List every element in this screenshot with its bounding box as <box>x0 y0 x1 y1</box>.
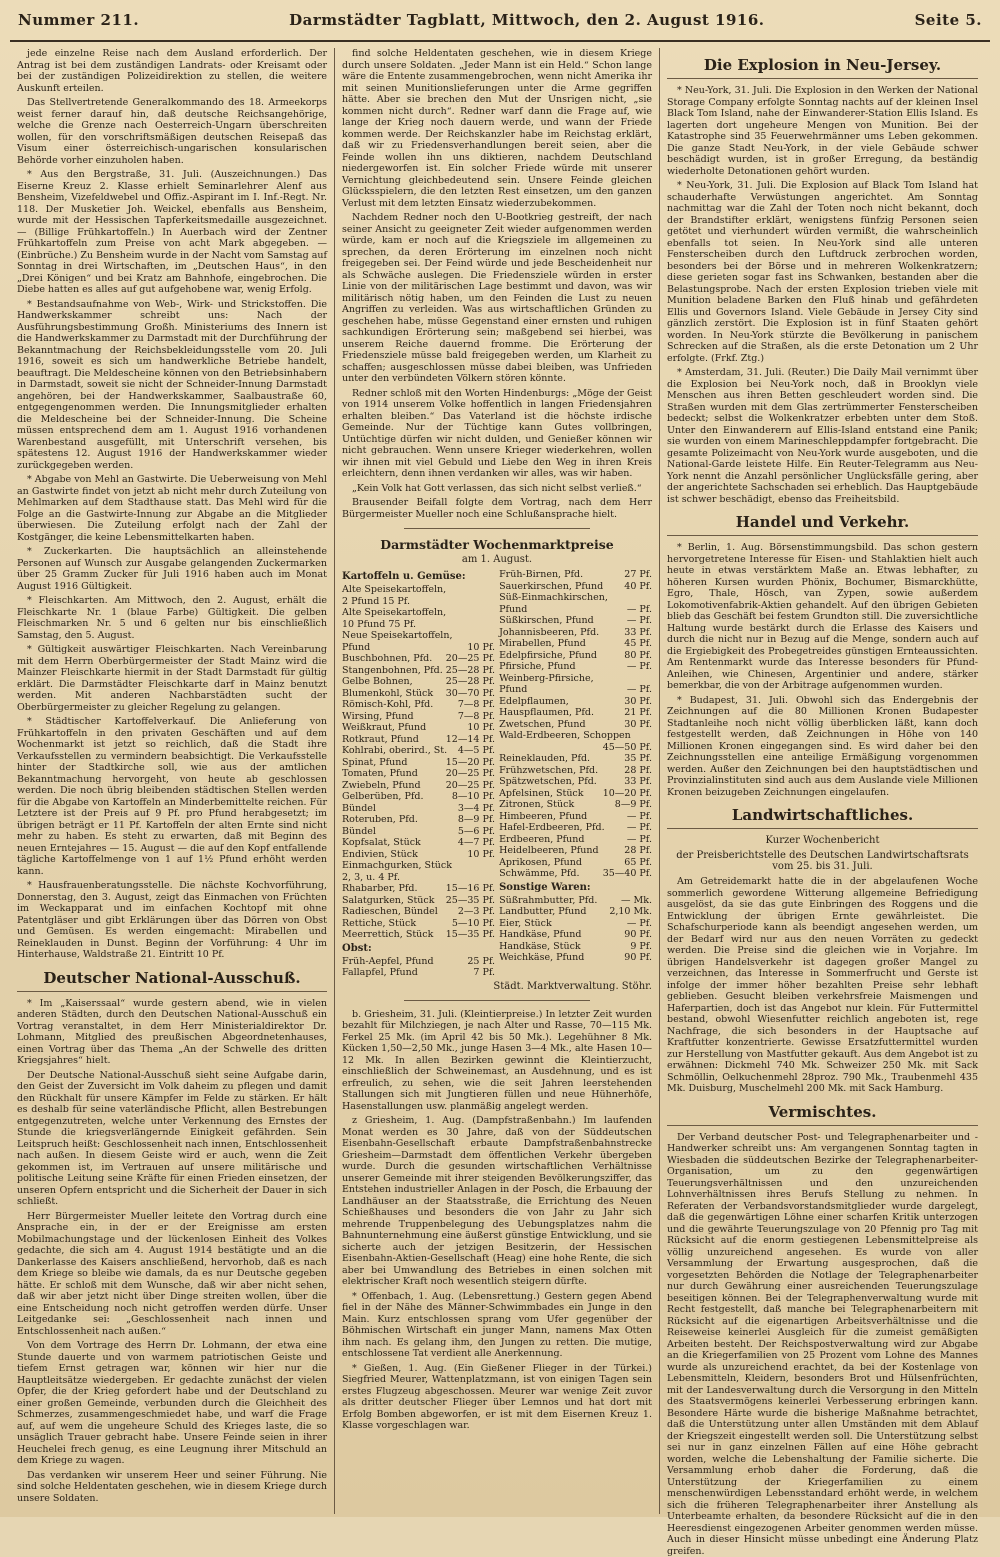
price-item: Spätzwetschen, Pfd. <box>499 776 621 788</box>
price-row <box>499 895 652 907</box>
column-3 <box>660 48 985 1514</box>
price-item: Alte Speisekartoffeln, <box>342 607 492 619</box>
price-row <box>499 753 652 765</box>
price-item: Pfund <box>499 684 624 696</box>
price-value: 9 Pf. <box>630 941 652 953</box>
price-item: Zwiebeln, Pfund <box>342 780 443 792</box>
paragraph: Von dem Vortrage des Herrn Dr. Lohmann, der etwa eine Stunde dauerte und von warmem patriotischen Geiste und tiefem Ernst getragen war, können wir hier nur die Hauptleitsätze wiedergeben. Er gedachte zunächst der vielen Opfer, die der Krieg gefordert habe und der Deutschland zu einer großen Gemeinde, verbunden durch die Gleichheit des Schmerzes, zusammengeschmiedet habe, und warf die Frage auf, auf wem die ungeheure Schuld des Krieges laste, die so unsäglich Trauer gebracht habe. Unsere Feinde seien in ihrer Heuchelei frech genug, es eine Leugnung ihrer Mitschuld an dem Kriege zu wagen. <box>17 1340 327 1467</box>
price-item: Gelberüben, Pfd. <box>342 791 449 803</box>
handel-article <box>667 542 978 798</box>
vermischtes-article <box>667 1132 978 1557</box>
price-row <box>342 607 495 619</box>
price-item: Weichkäse, Pfund <box>499 952 621 964</box>
masthead <box>10 0 990 42</box>
price-value: 12—14 Pf. <box>446 734 495 746</box>
market-heading-vegetables: Kartoffeln u. Gemüse: <box>342 571 495 582</box>
price-item: Erdbeeren, Pfund <box>499 834 624 846</box>
paragraph: * Abgabe von Mehl an Gastwirte. Die Ueberweisung von Mehl an Gastwirte findet von jetzt ab nicht mehr durch Zuteilung von Mehlmarken auf dem Stadthause statt. Das Mehl wird für die Folge an die Gastwirte-Innung zur Abgabe an die Mitglieder überwiesen. Die Zuteilung erfolgt nach der Zahl der Kostgänger, die keine Lebensmittelkarten haben. <box>17 474 327 543</box>
price-row <box>342 791 495 803</box>
price-value: 35 Pf. <box>624 753 652 765</box>
price-item: Apfelsinen, Stück <box>499 788 600 800</box>
price-value: — Pf. <box>627 684 652 696</box>
price-item: Einmachgurken, Stück <box>342 860 492 872</box>
price-item: Eier, Stück <box>499 918 624 930</box>
price-value: 40 Pf. <box>624 581 652 593</box>
price-item: 10 Pfund 75 Pf. <box>342 619 492 631</box>
price-item: Pfund <box>342 642 464 654</box>
price-value: 25—28 Pf. <box>446 665 495 677</box>
paragraph: jede einzelne Reise nach dem Ausland erforderlich. Der Antrag ist bei dem zuständigen Landrats- oder Kreisamt oder bei der zuständigen Polizeidirektion zu stellen, die weitere Auskunft erteilen. <box>17 48 327 94</box>
price-item: Handkäse, Pfund <box>499 929 621 941</box>
price-value: 15—35 Pf. <box>446 929 495 941</box>
price-item: Rotkraut, Pfund <box>342 734 443 746</box>
price-row <box>342 803 495 815</box>
price-value: 8—10 Pf. <box>452 791 495 803</box>
paragraph: Herr Bürgermeister Mueller leitete den Vortrag durch eine Ansprache ein, in der er der Ereignisse am ersten Mobilmachungstage und der lückenlosen Einheit des Volkes gedachte, die sich am 4. August 1914 bestätigte und an die Dankerlasse des Kaisers anschließend, hervorhob, daß es nach dem Kriege so bleibe wie damals, da es nur Deutsche gegeben hätte. Er schloß mit dem Wunsche, daß wir aber nicht sehen, daß wir aber jetzt nicht über Dinge streiten wollen, über die eine Entscheidung noch nicht getroffen werden dürfe. Unser Leitgedanke sei: „Geschlossenheit nach innen und Entschlossenheit nach außen.“ <box>17 1211 327 1338</box>
price-item: Himbeeren, Pfund <box>499 811 624 823</box>
paragraph: Das verdanken wir unserem Heer und seiner Führung. Nie sind solche Heldentaten geschehen, wie in diesem Kriege durch unsere Soldaten. <box>17 1470 327 1505</box>
price-item: Mirabellen, Pfund <box>499 638 621 650</box>
price-row <box>499 673 652 685</box>
section-heading-vermischtes: Vermischtes. <box>667 1103 978 1126</box>
price-value: 30 Pf. <box>624 719 652 731</box>
section-heading-landwirtschaft: Landwirtschaftliches. <box>667 806 978 829</box>
paragraph: * Städtischer Kartoffelverkauf. Die Anlieferung von Frühkartoffeln in den privaten Geschäften und auf dem Wochenmarkt ist jetzt so reichlich, daß die Stadt ihre Verkaufsstellen zu vermindern beabsichtigt. Die Verkaufsstelle hinter der Stadtkirche soll, wie aus der amtlichen Bekanntmachung hervorgeht, von heute ab geschlossen werden. Die noch übrig bleibenden städtischen Stellen werden für die Abgabe von Kartoffeln an Minderbemittelte reichen. Für Letztere ist der Preis auf 9 Pf. pro Pfund herabgesetzt; im übrigen beträgt er 11 Pf. Kartoffeln der alten Ernte sind nicht mehr zu haben. Es steht zu erwarten, daß mit Beginn des neuen Erntejahres — 15. August — die auf den Kopf entfallende tägliche Kartoffelmenge von 1 auf 1½ Pfund erhöht werden kann. <box>17 716 327 877</box>
paragraph: Der Deutsche National-Ausschuß sieht seine Aufgabe darin, den Geist der Zuversicht im Volk daheim zu pflegen und damit den Rückhalt für unsere Kämpfer im Felde zu stärken. Er hält es deshalb für seine vaterländische Pflicht, allen Bestrebungen entgegenzutreten, welche unter Verkennung des Ernstes der Stunde die kriegsverlängernde Einigkeit gefährden. Sein Leitspruch heißt: Geschlossenheit nach innen, Entschlossenheit nach außen. In diesem Geiste wird er auch, wenn die Zeit gekommen ist, im Vertrauen auf unsere militärische und politische Leitung seine Kräfte für einen Frieden einsetzen, der unseren Opfern entspricht und die Sicherheit der Dauer in sich schließt. <box>17 1070 327 1208</box>
price-item: Römisch-Kohl, Pfd. <box>342 699 455 711</box>
market-prices-date: am 1. August. <box>342 554 652 565</box>
price-value: 10 Pf. <box>467 642 495 654</box>
column-1-article <box>17 998 327 1505</box>
price-item: Früh-Aepfel, Pfund <box>342 956 464 968</box>
market-list-fruit-right <box>499 569 652 880</box>
price-row <box>342 872 495 884</box>
landwirtschaft-subtitle-2: der Preisberichtstelle des Deutschen Landwirtschaftsrats vom 25. bis 31. Juli. <box>667 850 978 872</box>
price-item: Stangenbohnen, Pfd. <box>342 665 443 677</box>
price-item: Hafel-Erdbeeren, Pfd. <box>499 822 624 834</box>
price-row <box>342 653 495 665</box>
price-row <box>342 665 495 677</box>
paragraph: * Fleischkarten. Am Mittwoch, den 2. August, erhält die Fleischkarte Nr. 1 (blaue Farbe) Gültigkeit. Die gelben Fleischmarken Nr. 5 und 6 gelten nur bis einschließlich Samstag, den 5. August. <box>17 595 327 641</box>
price-value: 45—50 Pf. <box>603 742 652 754</box>
price-row <box>499 799 652 811</box>
issue-number: Nummer 211. <box>18 11 139 29</box>
paragraph: * Bestandsaufnahme von Web-, Wirk- und Strickstoffen. Die Handwerkskammer schreibt uns: Nach der Ausführungsbestimmung Großh. Ministeriums des Innern ist die Handwerkskammer zu Darmstadt mit der Durchführung der Bekanntmachung der Reichsbekleidungsstelle vom 20. Juli 1916, soweit es sich um handwerkliche Betriebe handelt, beauftragt. Die Meldescheine können von den Betriebsinhabern in Darmstadt, soweit sie nicht der Schneider-Innung Darmstadt angehören, bei der Handwerkskammer, Saalbaustraße 60, entgegengenommen werden. Die Innungsmitglieder erhalten die Meldescheine bei der Schneider-Innung. Die Scheine müssen entsprechend dem am 1. August 1916 vorhandenen Warenbestand ausgefüllt, mit Unterschrift versehen, bis spätestens 12. August 1916 der Handwerkskammer wieder zurückgegeben werden. <box>17 299 327 472</box>
price-value: 90 Pf. <box>624 952 652 964</box>
paragraph: * Gießen, 1. Aug. (Ein Gießener Flieger in der Türkei.) Siegfried Meurer, Wattenplatzmann, ist von einigen Tagen sein erstes Flugzeug abgeschossen. Meurer war wenige Zeit zuvor als dritter deutscher Flieger über Lemnos und hat dort mit Erfolg Bomben abgeworfen, er ist mit dem Eisernen Kreuz 1. Klasse vorgeschlagen war. <box>342 1363 652 1432</box>
market-price-table <box>342 569 652 979</box>
price-row <box>342 768 495 780</box>
price-item: Zitronen, Stück <box>499 799 612 811</box>
section-heading-national-ausschuss: Deutscher National-Ausschuß. <box>17 969 327 992</box>
price-item: Bündel <box>342 803 455 815</box>
price-row <box>499 696 652 708</box>
paragraph: Brausender Beifall folgte dem Vortrag, nach dem Herr Bürgermeister Mueller noch eine Schlußansprache hielt. <box>342 497 652 520</box>
price-value: 90 Pf. <box>624 929 652 941</box>
price-value: 27 Pf. <box>624 569 652 581</box>
paragraph: Das Stellvertretende Generalkommando des 18. Armeekorps weist ferner darauf hin, daß deutsche Reichsangehörige, welche die Grenze nach Oesterreich-Ungarn überschreiten wollen, für den vorschriftsmäßigen deutschen Reisepaß das Visum einer österreichisch-ungarischen konsularischen Behörde vorher einzuholen haben. <box>17 97 327 166</box>
price-row <box>342 895 495 907</box>
price-value: 8—9 Pf. <box>458 814 495 826</box>
price-row <box>342 734 495 746</box>
price-value: 20—25 Pf. <box>446 653 495 665</box>
price-item <box>499 742 600 754</box>
market-column-left <box>342 569 495 979</box>
price-item: Blumenkohl, Stück <box>342 688 443 700</box>
price-value: 45 Pf. <box>624 638 652 650</box>
price-item: Hauspflaumen, Pfd. <box>499 707 621 719</box>
paragraph: * Hausfrauenberatungsstelle. Die nächste Kochvorführung, Donnerstag, den 3. August, zeigt das Einmachen von Früchten im Weckapparat und im einfachen Kochtopf mit ohne Patentgläser und gibt Erklärungen über das Dörren von Obst und Gemüsen. Es werden eingemacht: Mirabellen und Reineklauden in Dunst. Beginn der Vorführung: 4 Uhr im Hinterhause, Waldstraße 21. Eintritt 10 Pf. <box>17 880 327 961</box>
price-item: Kopfsalat, Stück <box>342 837 455 849</box>
price-value: 28 Pf. <box>624 765 652 777</box>
price-value: 4—5 Pf. <box>458 745 495 757</box>
price-row <box>499 765 652 777</box>
paragraph: * Aus den Bergstraße, 31. Juli. (Auszeichnungen.) Das Eiserne Kreuz 2. Klasse erhielt Seminarlehrer Alenf aus Bensheim, Vizefeldwebel und Offiz.-Aspirant im I. Inf.-Regt. Nr. 118. Der Musketier Joh. Weickel, ebenfalls aus Bensheim, wurde mit der Hessischen Tapferkeitsmedaille ausgezeichnet. — (Billige Frühkartoffeln.) In Auerbach wird der Zentner Frühkartoffeln zum Preise von acht Mark abgegeben. — (Einbrüche.) Zu Bensheim wurde in der Nacht vom Samstag auf Sonntag in drei Wirtschaften, im „Deutschen Haus“, in den „Drei Königen“ und bei Kratz am Bahnhofe, eingebrochen. Die Diebe hatten es alles auf gut aufgehobene war, wenig Erfolg. <box>17 169 327 296</box>
price-item: Neue Speisekartoffeln, <box>342 630 492 642</box>
price-item: Tomaten, Pfund <box>342 768 443 780</box>
price-value: 5—10 Pf. <box>452 918 495 930</box>
price-value: 3—4 Pf. <box>458 803 495 815</box>
price-row <box>499 742 652 754</box>
price-row <box>499 811 652 823</box>
price-item: Zwetschen, Pfund <box>499 719 621 731</box>
price-item: Weinberg-Pfirsiche, <box>499 673 649 685</box>
price-item: Buschbohnen, Pfd. <box>342 653 443 665</box>
price-row <box>499 650 652 662</box>
paragraph: * Im „Kaiserssaal“ wurde gestern abend, wie in vielen anderen Städten, durch den Deutschen National-Ausschuß ein Vortrag veranstaltet, in dem Herr Ministerialdirektor Dr. Lohmann, Mitglied des preußischen Abgeordnetenhauses, einen Vortrag über das Thema „An der Schwelle des dritten Kriegsjahres“ hielt. <box>17 998 327 1067</box>
price-row <box>499 845 652 857</box>
price-value: 20—25 Pf. <box>446 768 495 780</box>
price-row <box>342 883 495 895</box>
price-value: 8—9 Pf. <box>615 799 652 811</box>
price-value: — Pf. <box>627 615 652 627</box>
paragraph: find solche Heldentaten geschehen, wie in diesem Kriege durch unsere Soldaten. „Jeder Mann ist ein Held.“ Schon lange wäre die Entente zusammengebrochen, wenn nicht Amerika ihr mit seinen Munitionslieferungen unter die Arme gegriffen hätte. Aber sie brechen den Mut der Unsrigen nicht, „sie kommen nicht durch“. Redner warf dann die Frage auf, wie lange der Krieg noch dauern werde, und wann der Friede kommen werde. Der Reichskanzler habe im Reichstag erklärt, daß wir zu Friedensverhandlungen bereit seien, aber die Feinde wollen ihn uns diktieren, nachdem Deutschland niedergeworfen ist. Ein solcher Friede würde mit unserer Vernichtung gleichbedeutend sein. Unsere Feinde gleichen Glücksspielern, die den letzten Rest einsetzen, um den ganzen Verlust mit dem letzten Einsatz wiederzubekommen. <box>342 48 652 209</box>
price-row <box>342 642 495 654</box>
market-list-other <box>499 895 652 964</box>
price-item: Radieschen, Bündel <box>342 906 455 918</box>
price-item: Edelpflaumen, <box>499 696 621 708</box>
paragraph: b. Griesheim, 31. Juli. (Kleintierpreise.) In letzter Zeit wurden bezahlt für Milchziegen, je nach Alter und Rasse, 70—115 Mk. Ferkel 25 Mk. (im April 42 bis 50 Mk.). Legehühner 8 Mk. Kücken 1,50—2,50 Mk., junge Hasen 3—4 Mk., alte Hasen 10—12 Mk. In allen Bezirken gewinnt die Kleintierzucht, einschließlich der Schweinemast, an Ausdehnung, und es ist erfreulich, zu sehen, wie die seit Jahren leerstehenden Stallungen sich mit Jungtieren füllen und neue Hühnerhöfe, Hasenstallungen usw. planmäßig angelegt werden. <box>342 1009 652 1113</box>
price-value: 80 Pf. <box>624 650 652 662</box>
column-1 <box>10 48 335 1514</box>
price-row <box>499 615 652 627</box>
column-1-paragraphs <box>17 48 327 961</box>
price-item: Johannisbeeren, Pfd. <box>499 627 621 639</box>
price-item: Süßkirschen, Pfund <box>499 615 624 627</box>
paragraph: * Zuckerkarten. Die hauptsächlich an alleinstehende Personen auf Wunsch zur Ausgabe gelangenden Zuckermarken über 25 Gramm Zucker für Juli 1916 haben auch im Monat August 1916 Gültigkeit. <box>17 546 327 592</box>
price-row <box>499 952 652 964</box>
price-value: 35—40 Pf. <box>603 868 652 880</box>
price-item: Endivien, Stück <box>342 849 464 861</box>
price-item: Spinat, Pfund <box>342 757 443 769</box>
price-row <box>499 906 652 918</box>
divider <box>404 1000 590 1001</box>
price-item: Alte Speisekartoffeln, <box>342 584 492 596</box>
price-row <box>342 711 495 723</box>
price-item: Heidelbeeren, Pfund <box>499 845 621 857</box>
price-item: Meerrettich, Stück <box>342 929 443 941</box>
paragraph: * Berlin, 1. Aug. Börsenstimmungsbild. Das schon gestern hervorgetretene Interesse für Eisen- und Stahlaktien hielt auch heute in etwas verstärktem Maße an. Etwas lebhafter, zu höheren Kursen wurden Phönix, Bochumer, Bismarckhütte, Egro, Thale, Hösch, van Zypen, sowie außerdem Lokomotivenfabrik-Aktien gehandelt. Auf den übrigen Gebieten blieb das Geschäft bei festem Grundton still. Die zuversichtliche Haltung wurde bestärkt durch die Erlasse des Kaisers und durch die nicht nur in Bezug auf die Menge, sondern auch auf die Ergiebigkeit des Probegetreides günstigen Ernteaussichten. Am Rentenmarkt wurde das Interesse besonders für Pfund-Anleihen, wie Chinesen, Argentinier und andere, stärker bemerkbar, die von der Arbitrage aufgenommen wurden. <box>667 542 978 692</box>
price-row <box>499 822 652 834</box>
price-value: — Pf. <box>627 822 652 834</box>
price-row <box>342 630 495 642</box>
price-item: Handkäse, Stück <box>499 941 627 953</box>
price-row <box>499 638 652 650</box>
price-item: Landbutter, Pfund <box>499 906 606 918</box>
price-item: Salatgurken, Stück <box>342 895 443 907</box>
paragraph: Nachdem Redner noch den U-Bootkrieg gestreift, der nach seiner Ansicht zu geeigneter Zeit wieder aufgenommen werden würde, kam er noch auf die Kriegsziele im allgemeinen zu sprechen, da deren Erörterung im einzelnen noch nicht freigegeben sei. Der Feind würde und jede Bescheidenheit nur als Schwäche auslegen. Die Friedensziele würden in erster Linie von der militärischen Lage bestimmt und davon, was wir militärisch nötig haben, um den Feinden die Lust zu neuen Angriffen zu verleiden. Was aus wirtschaftlichen Gründen zu geschehen habe, müsse Gegenstand einer ernsten und ruhigen sachkundigen Erörterung sein; maßgebend sei hierbei, was unserem Reiche dauernd fromme. Die Erörterung der Friedensziele müsse bald freigegeben werden, um Klarheit zu schaffen; ausgeschlossen müsse dabei bleiben, was Unfrieden unter den verbündeten Völkern stören könnte. <box>342 212 652 385</box>
price-value: 4—7 Pf. <box>458 837 495 849</box>
price-row <box>342 967 495 979</box>
price-row <box>499 707 652 719</box>
price-value: 7 Pf. <box>473 967 495 979</box>
price-row <box>342 757 495 769</box>
paragraph: z Griesheim, 1. Aug. (Dampfstraßenbahn.) Im laufenden Monat werden es 30 Jahre, daß von der Süddeutschen Eisenbahn-Gesellschaft erbaute Dampfstraßenbahnstrecke Griesheim—Darmstadt dem öffentlichen Verkehr übergeben wurde. Durch die gesunden wirtschaftlichen Verhältnisse unserer Gemeinde mit ihrer steigenden Bevölkerungsziffer, das Entstehen industrieller Anlagen in der Posch, die Erbauung der Landhäuser an der Staatsstraße, die Errichtung des Neuen Schießhauses und besonders die von Jahr zu Jahr sich mehrende Truppenbelegung des Uebungsplatzes nahm die Bahnunternehmung eine äußerst günstige Entwicklung, und sie sicherte auch der jetzigen Besitzerin, der Hessischen Eisenbahn-Aktien-Gesellschaft (Heag) eine hohe Rente, die sich aber bei Umwandlung des Betriebes in einen solchen mit elektrischer Kraft noch wesentlich steigern dürfte. <box>342 1115 652 1288</box>
price-value: 33 Pf. <box>624 776 652 788</box>
market-prices-title: Darmstädter Wochenmarktpreise <box>342 537 652 552</box>
price-value: 33 Pf. <box>624 627 652 639</box>
price-item: 2, 3, u. 4 Pf. <box>342 872 492 884</box>
price-row <box>342 688 495 700</box>
market-signature: Städt. Marktverwaltung. Stöhr. <box>342 981 652 992</box>
price-row <box>342 837 495 849</box>
page-number: Seite 5. <box>915 11 982 29</box>
market-heading-fruit: Obst: <box>342 943 495 954</box>
price-value: 28 Pf. <box>624 845 652 857</box>
price-value: 20—25 Pf. <box>446 780 495 792</box>
price-value: 21 Pf. <box>624 707 652 719</box>
price-row <box>499 868 652 880</box>
price-row <box>342 745 495 757</box>
price-item: Reineklauden, Pfd. <box>499 753 621 765</box>
price-item: Schwämme, Pfd. <box>499 868 600 880</box>
paragraph: * Gültigkeit auswärtiger Fleischkarten. Nach Vereinbarung mit dem Herrn Oberbürgermeister der Stadt Mainz wird die Mainzer Fleischkarte hiermit in der Stadt Darmstadt für gültig erklärt. Die Darmstädter Fleischkarte darf in Mainz benutzt werden. Mit anderen Nachbarstädten sucht der Oberbürgermeister zu gleicher Regelung zu gelangen. <box>17 644 327 713</box>
price-row <box>342 918 495 930</box>
price-item: Sauerkirschen, Pfund <box>499 581 621 593</box>
price-item: Edelpfirsiche, Pfund <box>499 650 621 662</box>
price-row <box>342 584 495 596</box>
price-item: Pfund <box>499 604 624 616</box>
price-row <box>342 676 495 688</box>
price-item: Roteruben, Pfd. <box>342 814 455 826</box>
price-value: 25—28 Pf. <box>446 676 495 688</box>
price-row <box>342 849 495 861</box>
column-2-paragraphs <box>342 48 652 520</box>
paragraph: Redner schloß mit den Worten Hindenburgs: „Möge der Geist von 1914 unserem Volke hoffentlich in langen Friedensjahren erhalten bleiben.“ Das Vaterland ist die höchste irdische Gemeinde. Nur der Tüchtige kann Gutes vollbringen, Untüchtige dürfen wir nicht dulden, und Genießer können wir nicht gebrauchen. Wenn unsere Krieger wiederkehren, wollen wir ihnen mit viel Gebuld und Liebe den Weg in ihren Kreis erleichtern, denn ihnen verdanken wir alles, was wir haben. <box>342 388 652 480</box>
price-item: Süß-Einmachkirschen, <box>499 592 649 604</box>
price-item: Frühzwetschen, Pfd. <box>499 765 621 777</box>
price-item: Bündel <box>342 826 455 838</box>
paragraph: „Kein Volk hat Gott verlassen, das sich nicht selbst verließ.“ <box>342 483 652 495</box>
price-row <box>499 918 652 930</box>
price-item: Aprikosen, Pfund <box>499 857 621 869</box>
price-row <box>342 814 495 826</box>
price-value: 2—3 Pf. <box>458 906 495 918</box>
price-row <box>499 627 652 639</box>
price-row <box>499 730 652 742</box>
price-row <box>499 592 652 604</box>
price-value: 25 Pf. <box>467 956 495 968</box>
price-value: — Pf. <box>627 834 652 846</box>
column-2 <box>335 48 660 1514</box>
explosion-article <box>667 85 978 505</box>
market-list-fruit <box>342 956 495 979</box>
price-item: Kohlrabi, oberird., St. <box>342 745 455 757</box>
price-row <box>499 929 652 941</box>
section-heading-explosion: Die Explosion in Neu-Jersey. <box>667 56 978 79</box>
price-row <box>342 906 495 918</box>
market-column-right <box>499 569 652 979</box>
price-row <box>499 788 652 800</box>
price-row <box>342 780 495 792</box>
price-value: 15—16 Pf. <box>446 883 495 895</box>
price-row <box>499 661 652 673</box>
price-item: Süßrahmbutter, Pfd. <box>499 895 618 907</box>
paragraph: * Neu-York, 31. Juli. Die Explosion auf Black Tom Island hat schauderhafte Verwüstungen angerichtet. Am Sonntag nachmittag war die Zahl der Toten noch nicht bekannt, doch der Brandstifter erklärt, wenigstens fünfzig Personen seien getötet und vierhundert würden vermißt, die wahrscheinlich ebenfalls tot seien. In Neu-York sind alle unteren Fensterscheiben durch den Luftdruck zerbrochen worden, besonders bei der Börse und in mehreren Wolkenkratzern; diese gerieten sogar fast ins Schwanken, bestanden aber die Belastungsprobe. Nach der ersten Explosion trieben viele mit Munition beladene Barken den Fluß hinab und gefährdeten Ellis und Governors Island. Viele Gebäude in Jersey City sind gänzlich zerstört. Die Explosion ist in fünf Staaten gehört worden. In Neu-York stürzte die Bevölkerung in panischem Schrecken auf die Straßen, als die erste Detonation um 2 Uhr erfolgte. (Frkf. Ztg.) <box>667 180 978 364</box>
price-row <box>499 569 652 581</box>
market-list-vegetables <box>342 584 495 941</box>
price-row <box>342 722 495 734</box>
price-value: — Pf. <box>627 661 652 673</box>
price-item: Wald-Erdbeeren, Schoppen <box>499 730 649 742</box>
price-value: 30—70 Pf. <box>446 688 495 700</box>
price-item: 2 Pfund 15 Pf. <box>342 596 492 608</box>
price-row <box>342 596 495 608</box>
price-value: 7—8 Pf. <box>458 699 495 711</box>
column-2-local-news <box>342 1009 652 1432</box>
price-value: 2,10 Mk. <box>609 906 652 918</box>
landwirtschaft-article <box>667 876 978 1095</box>
divider <box>404 528 590 529</box>
price-row <box>499 684 652 696</box>
price-item: Früh-Birnen, Pfd. <box>499 569 621 581</box>
price-value: 10—20 Pf. <box>603 788 652 800</box>
price-row <box>342 956 495 968</box>
price-row <box>499 941 652 953</box>
price-row <box>342 619 495 631</box>
price-row <box>499 834 652 846</box>
price-row <box>499 604 652 616</box>
price-row <box>499 857 652 869</box>
price-row <box>499 776 652 788</box>
price-item: Weißkraut, Pfund <box>342 722 464 734</box>
price-item: Fallapfel, Pfund <box>342 967 470 979</box>
price-item: Gelbe Bohnen, <box>342 676 443 688</box>
price-row <box>342 826 495 838</box>
price-value: — Pf. <box>627 604 652 616</box>
price-value: — Pf. <box>627 811 652 823</box>
price-item: Wirsing, Pfund <box>342 711 455 723</box>
paragraph: * Neu-York, 31. Juli. Die Explosion in den Werken der National Storage Company erfolgte Sonntag nachts auf der kleinen Insel Black Tom Island, nahe der Einwanderer-Station Ellis Island. Es lagerten dort ungeheure Mengen von Munition. Bei der Katastrophe sind 35 Feuerwehrmänner ums Leben gekommen. Die ganze Stadt Neu-York, in der viele Gebäude schwer beschädigt wurden, ist in großer Erregung, da beständig wiederholte Detonationen gehört wurden. <box>667 85 978 177</box>
price-row <box>342 929 495 941</box>
price-item: Rettiche, Stück <box>342 918 449 930</box>
paragraph: * Budapest, 31. Juli. Obwohl sich das Endergebnis der Zeichnungen auf die 80 Millionen Kronen Budapester Stadtanleihe noch nicht völlig überblicken läßt, kann doch festgestellt werden, daß Zeichnungen in Höhe von 140 Millionen Kronen eingegangen sind. Es wird daher bei den Zeichnungsstellen eine anteilige Ermäßigung vorgenommen werden. Außer den Zeichnungen bei den hauptstädtischen und Provinzialinstituten sind auch aus dem Auslande viele Millionen Kronen beizugeben Zeichnungen eingelaufen. <box>667 695 978 799</box>
price-value: 30 Pf. <box>624 696 652 708</box>
price-value: — Mk. <box>621 895 652 907</box>
paragraph: * Amsterdam, 31. Juli. (Reuter.) Die Daily Mail vernimmt über die Explosion bei Neu-York noch, daß in Brooklyn viele Menschen aus ihren Betten geschleudert worden sind. Die Straßen wurden mit dem Glas zertrümmerter Fensterscheiben bedeckt; selbst die Wolkenkratzer erbebten unter dem Stoß. Unter den Einwanderern auf Ellis-Island entstand eine Panik; sie wurden von einem Marineschleppdampfer fortgebracht. Die gesamte Polizeimacht von Neu-York wurde ausgeboten, und die National-Garde leistete Hilfe. Ein Reuter-Telegramm aus Neu-York nennt die Anzahl persönlicher Unglücksfälle gering, aber der angerichtete Sachschaden sei erheblich. Das Hauptgebäude ist schwer beschädigt, ebenso das Freiheitsbild. <box>667 367 978 505</box>
price-value: — Pf. <box>627 918 652 930</box>
paragraph: * Offenbach, 1. Aug. (Lebensrettung.) Gestern gegen Abend fiel in der Nähe des Männer-Schwimmbades ein Junge in den Main. Kurz entschlossen sprang vom Ufer gegenüber der Böhmischen Wirtschaft ein junger Mann, namens Max Otten ihm nach. Es gelang ihm, den Jungen zu retten. Die mutige, entschlossene Tat verdient alle Anerkennung. <box>342 1291 652 1360</box>
price-value: 10 Pf. <box>467 722 495 734</box>
paragraph: Am Getreidemarkt hatte die in der abgelaufenen Woche sommerlich gewordene Witterung allgemeine Befriedigung ausgelöst, da sie das gute Einbringen des Roggens und die Entwicklung der übrigen Ernte gewährleistet. Die Schafschurperiode kann als beendigt angesehen werden, um der Bedarf wird nur aus den neuen Vorräten zu gedeckt werden. Die Preise sind die gleichen wie in Vorjahre. Im übrigen Handelsverkehr ist dagegen großer Mangel zu verzeichnen, das Interesse in Sommerfrucht und Gerste ist infolge der immer höher bezahlten Preise sehr lebhaft geblieben. Gesucht bleiben verkehrsfreie Maismengen und Haferpartien, doch ist das Angebot nur klein. Für Futtermittel bestand, obwohl Wiesenfutter reichlich angeboten ist, rege Nachfrage, die sich besonders in der Hauptsache auf Kraftfutter konzentrierte. Gewisse Ersatzfuttermittel wurden zur Herstellung von Mastfutter gekauft. Aus dem Angebot ist zu erwähnen: Dickmehl 740 Mk. Schweizer 250 Mk. mit Sack Schmöllin, Oelkuchenmehl 28proz. 790 Mk., Traubenmehl 435 Mk. Duisburg, Muschelmehl 200 Mk. mit Sack Hamburg. <box>667 876 978 1095</box>
price-value: 65 Pf. <box>624 857 652 869</box>
price-row <box>342 860 495 872</box>
price-item: Rhabarber, Pfd. <box>342 883 443 895</box>
price-row <box>342 699 495 711</box>
price-value: 5—6 Pf. <box>458 826 495 838</box>
price-row <box>499 719 652 731</box>
price-value: 7—8 Pf. <box>458 711 495 723</box>
paragraph: Der Verband deutscher Post- und Telegraphenarbeiter und -Handwerker schreibt uns: Am vergangenen Sonntag tagten in Wiesbaden die süddeutschen Bezirke der Telegraphenarbeiter-Organisation, um zu den gegenwärtigen Teuerungsverhältnissen und den unzureichenden Lohnverhältnissen ihres Berufs Stellung zu nehmen. In Referaten der Verbandsvorstandsmitglieder wurde dargelegt, daß die gegenwärtigen Löhne einer scharfen Kritik unterzogen und die gewährte Teuerungszulage von 20 Pfennig pro Tag mit Rücksicht auf die enorm gestiegenen Lebensmittelpreise als völlig unzureichend angesehen. Es wurde von aller Versammlung der Erwartung ausgesprochen, daß die vorgesetzten Behörden die Notlage der Telegraphenarbeiter nur durch Gewährung einer ausreichenden Teuerungszulage beseitigen können. Bei der Telegraphenverwaltung wurde mit Recht festgestellt, daß manche bei Telegraphenarbeitern mit Rücksicht auf die eigenartigen Arbeitsverhältnisse und die Reiseweise keinerlei Ausgleich für die zumeist gemäßigten Arbeiten besteht. Der Reichspostverwaltung wird zur Abgabe an die Kriegerfamilien von 25 Prozent vom Lohne des Mannes wurde als unzureichend erachtet, da bei der Kostenlage von Lebensmitteln, Kleidern, besonders Brot und Hülsenfrüchten, mit der Landesverwaltung durch die Versorgung in den Mitteln des Staatsvermögens keinerlei Verbesserung erbringen kann. Besondere Härte wurde die bisherige Maßnahme betrachtet, daß die Unterstützung unter allen Umständen mit dem Ablauf der Kriegszeit eingestellt werden soll. Die Unterstützung selbst sei nur in ganz einzelnen Fällen auf eine Höhe gebracht worden, welche die Lebenshaltung der Familie sicherte. Die Versammlung erhob daher die Forderung, daß die Unterstützung der Kriegerfamilien zu einem menschenwürdigen Lebensstandard erhöht werde, in welchem sich die früheren Telegraphenarbeiter ihrer Anstellung als Unterbeamte erhalten, da besondere Rücksicht auf die in den Heeresdienst eingezogenen Arbeiter genommen werden müsse. Auch in dieser Hinsicht müsse unbedingt eine Änderung Platz greifen. <box>667 1132 978 1557</box>
price-row <box>499 581 652 593</box>
market-heading-other: Sonstige Waren: <box>499 882 652 893</box>
price-value: 25—35 Pf. <box>446 895 495 907</box>
landwirtschaft-subtitle: Kurzer Wochenbericht <box>667 835 978 846</box>
section-heading-handel: Handel und Verkehr. <box>667 513 978 536</box>
newspaper-title: Darmstädter Tagblatt, Mittwoch, den 2. August 1916. <box>289 11 764 29</box>
price-value: 15—20 Pf. <box>446 757 495 769</box>
price-item: Pfirsiche, Pfund <box>499 661 624 673</box>
price-value: 10 Pf. <box>467 849 495 861</box>
